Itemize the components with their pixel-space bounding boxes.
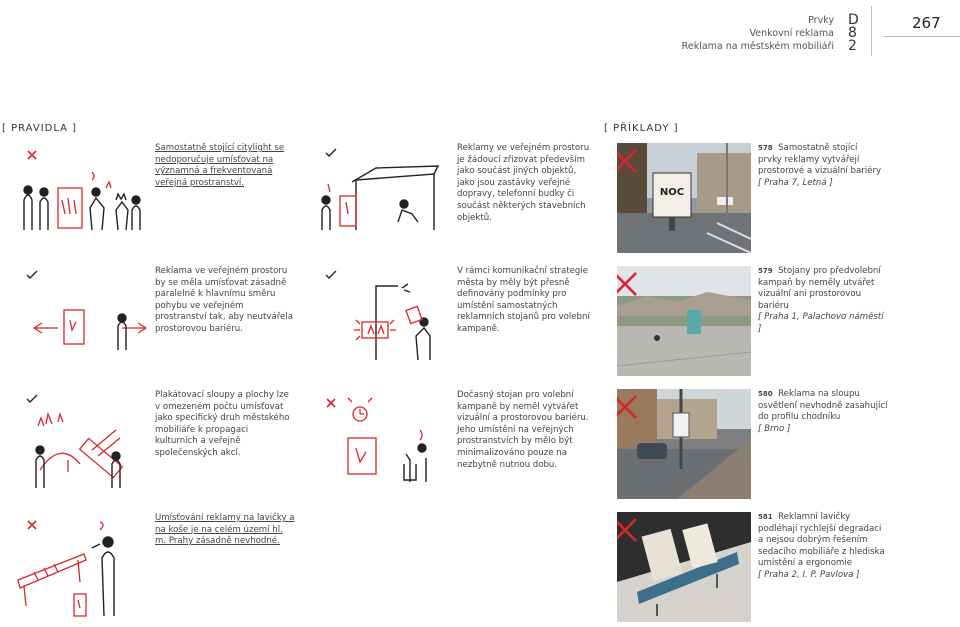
cross-mark bbox=[617, 516, 639, 544]
example-text: Samostatně stojící prvky reklamy vytvářejí prostorové a vizuální bariéry bbox=[758, 143, 882, 177]
section-code-letter: D bbox=[848, 12, 859, 28]
sketch-bus-shelter bbox=[316, 162, 446, 232]
check-mark bbox=[325, 270, 337, 280]
rule-text-4: V rámci komunikační strategie města by měly být přesně definovány podmínky pro umístění samostatných reklamních stojanů pro volební kampaně. bbox=[457, 266, 590, 334]
example-text: Stojany pro předvolební kampaň by neměly utvářet vizuální ani prostorovou bariéru bbox=[758, 266, 881, 311]
sketch-parallel-placement bbox=[30, 292, 150, 352]
photo-label-noc: NOC bbox=[659, 187, 685, 198]
example-caption-581 bbox=[758, 512, 886, 582]
sketch-advertising-bench bbox=[14, 518, 132, 618]
section-code bbox=[848, 14, 862, 53]
sketch-temporary-stand bbox=[330, 392, 440, 484]
cross-mark bbox=[617, 147, 639, 175]
sketch-advertising-column bbox=[28, 410, 148, 490]
section-title-examples: [ PŘÍKLADY ] bbox=[604, 123, 679, 134]
example-caption-580 bbox=[758, 389, 888, 435]
header-line-2: Venkovní reklama bbox=[749, 28, 834, 39]
example-location: [ Brno ] bbox=[758, 423, 791, 434]
example-text: Reklamní lavičky podléhají rychlejší degradaci a nejsou dobrým řešením sedacího mobiliáře z hlediska umístění a ergonomie bbox=[758, 512, 885, 569]
header-breadcrumb bbox=[680, 14, 834, 53]
example-caption-578 bbox=[758, 143, 883, 189]
section-code-digit-2: 2 bbox=[848, 38, 857, 54]
rule-text-6: Dočasný stojan pro volební kampaně by neměl vytvářet vizuální a prostorovou bariéru. Jeho umístění na veřejných prostranstvích by mělo být minimalizováno pouze na nezbytně nutnou dobu. bbox=[457, 390, 589, 470]
example-text: Reklama na sloupu osvětlení nevhodně zasahující do profilu chodníku bbox=[758, 389, 888, 423]
header-divider bbox=[871, 6, 872, 56]
example-number: 580 bbox=[758, 390, 773, 398]
check-mark bbox=[325, 148, 337, 158]
example-photo-581 bbox=[617, 512, 751, 622]
example-caption-579 bbox=[758, 266, 888, 336]
cross-mark bbox=[617, 393, 639, 421]
example-location: [ Praha 1, Palachovo náměstí ] bbox=[758, 312, 884, 334]
rule-text-5: Plakátovací sloupy a plochy lze v omezeném počtu umísťovat jako specifický druh městského mobiliáře k propagaci kulturních a veřejně společenských akcí. bbox=[155, 390, 290, 458]
example-number: 578 bbox=[758, 144, 773, 152]
sketch-election-stand bbox=[346, 282, 446, 362]
example-photo-578 bbox=[617, 143, 751, 253]
example-location: [ Praha 2, I. P. Pavlova ] bbox=[758, 569, 860, 580]
rule-text-3: Reklama ve veřejném prostoru by se měla umísťovat zásadně paralelně k hlavnímu směru pohybu ve veřejném prostranství tak, aby neutvářela prostorovou bariéru. bbox=[155, 266, 294, 334]
example-number: 579 bbox=[758, 267, 773, 275]
rule-text-7: Umísťování reklamy na lavičky a na koše je na celém území hl. m. Prahy zásadně nevhodné. bbox=[155, 513, 295, 547]
example-photo-579 bbox=[617, 266, 751, 376]
header-line-3: Reklama na městském mobiliáři bbox=[681, 41, 834, 52]
page-number-rule bbox=[884, 36, 960, 37]
header-line-1: Prvky bbox=[808, 15, 834, 26]
section-code-digit-1: 8 bbox=[848, 25, 857, 41]
example-photo-580 bbox=[617, 389, 751, 499]
example-number: 581 bbox=[758, 513, 773, 521]
rule-text-2: Reklamy ve veřejném prostoru je žádoucí zřizovat především jako součást jiných objektů, jako jsou zastávky veřejné dopravy, telefonní budky či součást některých stavebních objektů. bbox=[457, 143, 590, 223]
sketch-citylight-barrier bbox=[18, 160, 148, 232]
check-mark bbox=[26, 270, 38, 280]
example-location: [ Praha 7, Letná ] bbox=[758, 177, 833, 188]
rule-text-1: Samostatně stojící citylight se nedoporučuje umísťovat na významná a frekventovaná veřejná prostranství. bbox=[155, 143, 285, 188]
cross-mark bbox=[617, 270, 639, 298]
page-number: 267 bbox=[912, 14, 941, 32]
section-title-rules: [ PRAVIDLA ] bbox=[2, 123, 78, 134]
check-mark bbox=[26, 394, 38, 404]
